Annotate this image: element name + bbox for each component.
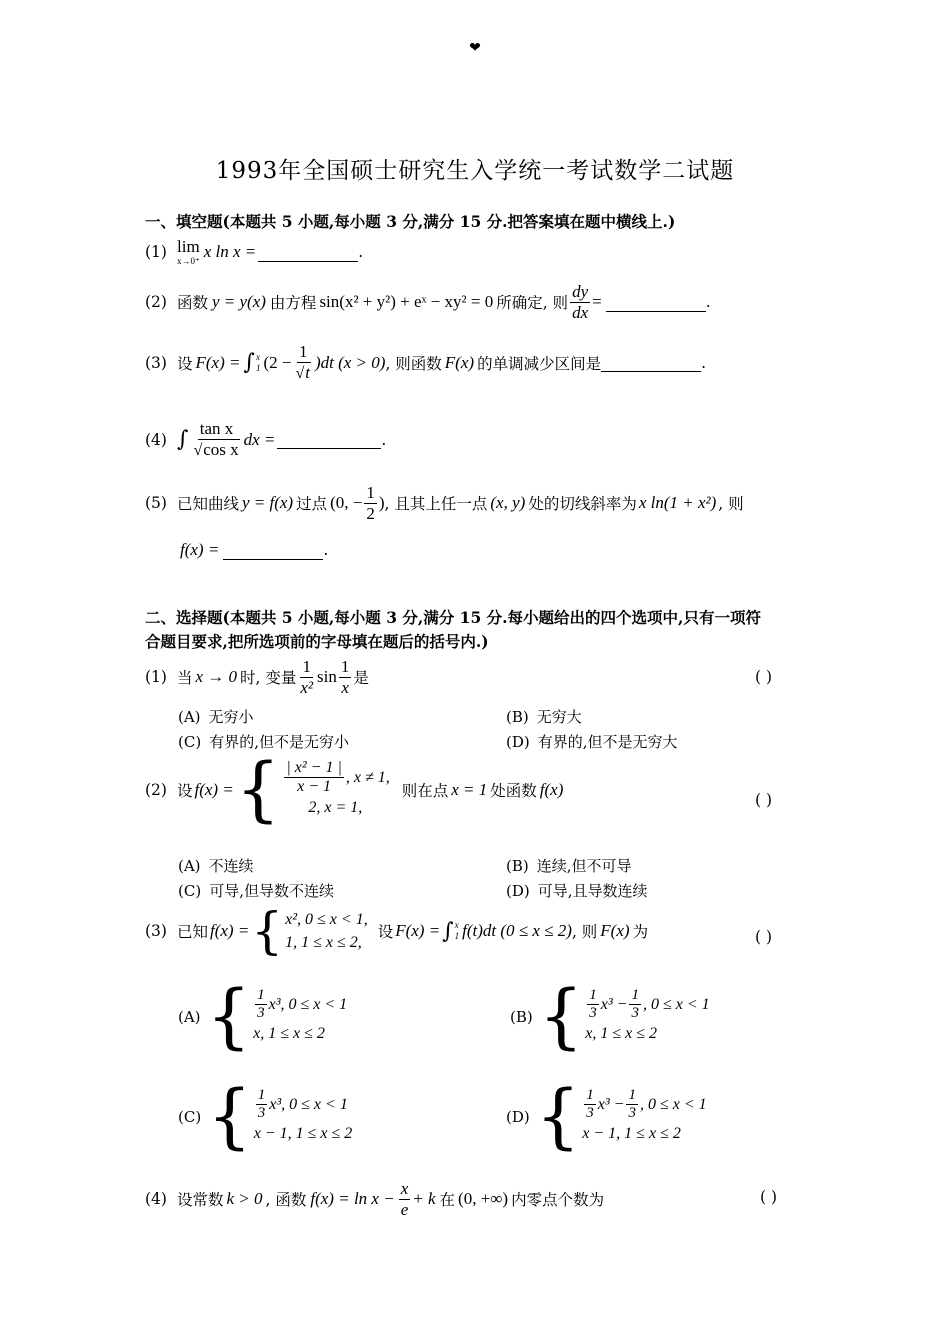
left-brace: {	[235, 748, 281, 830]
fill-q5: (5) 已知曲线 y = f(x) 过点 (0, − $\frac{1}{2}$ ) , 且其上任一点 (x, y) 处的切线斜率为 x ln(1 + x²) , 则	[145, 483, 744, 523]
answer-bracket[interactable]: ( )	[755, 668, 773, 686]
integral-sign: ∫	[442, 918, 454, 944]
sqrt-symbol: √	[193, 441, 203, 459]
option-a[interactable]: (A) 无穷小	[178, 708, 254, 726]
left-brace: {	[535, 1075, 581, 1157]
left-brace: {	[251, 901, 284, 960]
option-c[interactable]: (C) { $\frac{1}{3}$ x³, 0 ≤ x < 1 x − 1, 1 ≤ x ≤ 2	[178, 1075, 353, 1157]
option-c[interactable]: (C) 可导,但导数不连续	[178, 882, 334, 900]
option-b[interactable]: (B) { $\frac{1}{3}$ x³ − $\frac{1}{3}$ , 0 ≤ x < 1 x, 1 ≤ x ≤ 2	[510, 975, 710, 1057]
answer-bracket[interactable]: ( )	[760, 1188, 778, 1206]
option-d[interactable]: (D) 有界的,但不是无穷大	[506, 733, 678, 751]
page-title: 1993年全国硕士研究生入学统一考试数学二试题	[215, 158, 735, 184]
option-d[interactable]: (D) 可导,且导数连续	[506, 882, 648, 900]
fill-q5-answer: f(x) = .	[180, 540, 329, 559]
answer-blank[interactable]	[601, 353, 701, 372]
option-a[interactable]: (A) { $\frac{1}{3}$ x³, 0 ≤ x < 1 x, 1 ≤ x ≤ 2	[178, 975, 348, 1057]
left-brace: {	[538, 975, 584, 1057]
option-b[interactable]: (B) 无穷大	[506, 708, 582, 726]
left-brace: {	[207, 1075, 252, 1157]
answer-bracket[interactable]: ( )	[755, 791, 773, 809]
choice-q2: (2) 设 f(x) = { $\frac{\text{| x² − 1 |}}{x - 1}$ , x ≠ 1, 2, x = 1, 则在点 x = 1 处函数 f(x)	[145, 748, 564, 830]
fill-q3: (3) 设 F(x) = ∫ x 1 (2 − $\frac{1}{√t}$ )dt (x > 0) , 则函数 F(x) 的单调减少区间是 .	[145, 342, 707, 382]
section2-heading-cont: 合题目要求,把所选项前的字母填在题后的括号内.)	[145, 632, 489, 651]
fill-q2: (2) 函数 y = y(x) 由方程 sin(x² + y²) + eˣ − xy² = 0 所确定, 则 $\frac{dy}{dx}$ = .	[145, 282, 711, 322]
answer-blank[interactable]	[277, 430, 381, 449]
section1-heading: 一、填空题(本题共 5 小题,每小题 3 分,满分 15 分.把答案填在题中横线上.)	[145, 212, 676, 231]
limit-operator: lim x→0⁺	[176, 237, 200, 266]
section2-heading: 二、选择题(本题共 5 小题,每小题 3 分,满分 15 分.每小题给出的四个选项中,只有一项符	[145, 608, 761, 627]
choice-q4: (4) 设常数 k > 0 , 函数 f(x) = ln x − $\frac{x}{e}$ + k 在 (0, +∞) 内零点个数为	[145, 1179, 605, 1219]
answer-blank[interactable]	[258, 243, 358, 262]
answer-bracket[interactable]: ( )	[755, 928, 773, 946]
fill-q4: (4) ∫ $\frac{\text{tan x}}{\text{√cos x}}$ dx = .	[145, 419, 387, 459]
answer-blank[interactable]	[606, 293, 706, 312]
sqrt-symbol: √	[295, 364, 305, 382]
derivative-fraction: $\frac{dy}{dx}$	[572, 282, 589, 322]
integral-sign: ∫	[243, 350, 255, 376]
option-a[interactable]: (A) 不连续	[178, 857, 254, 875]
choice-q3: (3) 已知 f(x) = { x², 0 ≤ x < 1, 1, 1 ≤ x ≤ 2, 设 F(x) = ∫ x 1 f(t)dt (0 ≤ x ≤ 2) , 则 F(x) 为	[145, 901, 649, 960]
integral-sign: ∫	[176, 427, 189, 453]
option-c[interactable]: (C) 有界的,但不是无穷小	[178, 733, 349, 751]
heart-icon: ❤	[469, 40, 481, 56]
answer-blank[interactable]	[223, 541, 323, 560]
left-brace: {	[206, 975, 252, 1057]
option-d[interactable]: (D) { $\frac{1}{3}$ x³ − $\frac{1}{3}$ , 0 ≤ x < 1 x − 1, 1 ≤ x ≤ 2	[506, 1075, 707, 1157]
option-b[interactable]: (B) 连续,但不可导	[506, 857, 632, 875]
choice-q1: (1) 当 x → 0 时, 变量 $\frac{1}{\text{x²}}$ sin $\frac{1}{x}$ 是	[145, 657, 369, 697]
fill-q1: (1) lim x→0⁺ x ln x = .	[145, 237, 364, 266]
